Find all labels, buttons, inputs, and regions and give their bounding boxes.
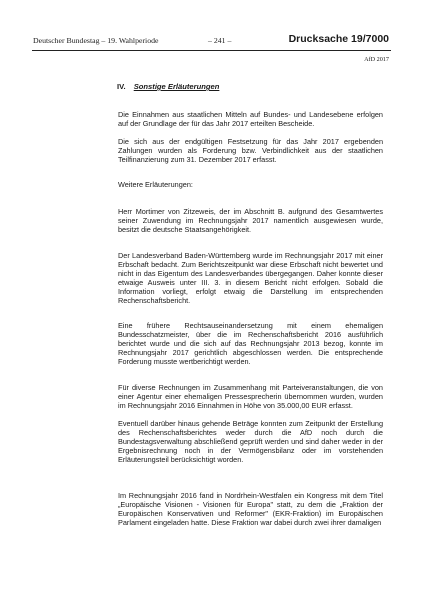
header-rule [32,50,391,51]
document-number: Drucksache 19/7000 [288,33,389,45]
paragraph-inheritance: Der Landesverband Baden-Württemberg wurde im Rechnungsjahr 2017 mit einer Erbschaft bedacht. Zum Berichtszeitpunkt war diese Erbschaft nicht bewertet und nicht in das Eigentum des Landesverbandes übergegangen. Daher konnte dieser etwaige Ausweis unter III. 3. in diesem Bericht nicht erfolgen. Sobald die Information vorliegt, erfolgt etwaig die Darstellung im entsprechenden Rechenschaftsbericht. [118,251,383,305]
party-label: AfD 2017 [364,56,389,63]
paragraph-agency-invoices: Für diverse Rechnungen im Zusammenhang mit Parteiveranstaltungen, die von einer Agentur einer ehemaligen Pressesprecherin übernommen wurden, wurden im Rechnungsjahr 2016 Einnahmen in Höhe von 35.000,00 EUR erfasst. [118,383,383,410]
paragraph-further-notes: Weitere Erläuterungen: [118,180,193,189]
paragraph-final-assessment: Die sich aus der endgültigen Festsetzung für das Jahr 2017 ergebenden Zahlungen wurden als Forderung bzw. Verbindlichkeit aus der staatlichen Teilfinanzierung zum 31. Dezember 2017 erfasst. [118,137,383,164]
paragraph-legal-dispute: Eine frühere Rechtsauseinandersetzung mit einem ehemaligen Bundesschatzmeister, über die im Rechenschaftsbericht 2016 ausführlich berichtet wurde und die sich auf das Rechnungsjahr 2013 bezog, konnte im Rechnungsjahr 2017 gerichtlich abgeschlossen werden. Die entsprechende Forderung musste wertberichtigt werden. [118,321,383,366]
paragraph-further-amounts: Eventuell darüber hinaus gehende Beträge konnten zum Zeitpunkt der Erstellung des Rechenschaftsberichtes weder durch die AfD noch durch die Bundestagsverwaltung abschließend geprüft werden und sind daher weder in der Ergebnisrechnung noch in der Vermögensbilanz oder im vorstehenden Erläuterungsteil berücksichtigt worden. [118,419,383,464]
paragraph-congress: Im Rechnungsjahr 2016 fand in Nordrhein-Westfalen ein Kongress mit dem Titel „Europäische Visionen - Visionen für Europa" statt, zu dem die „Fraktion der Europäischen Konservativen und Reformer" (EKR-Fraktion) im Europäischen Parlament eingeladen hatte. Diese Fraktion war dabei durch zwei ihrer damaligen [118,491,383,527]
header-left: Deutscher Bundestag – 19. Wahlperiode [33,36,159,45]
section-title: Sonstige Erläuterungen [133,82,220,91]
section-heading [117,82,219,91]
paragraph-income-sources: Die Einnahmen aus staatlichen Mitteln auf Bundes- und Landesebene erfolgen auf der Grundlage der für das Jahr 2017 erteilten Bescheide. [118,110,383,128]
section-number: IV. [117,82,126,91]
paragraph-donor-nationality: Herr Mortimer von Zitzeweis, der im Abschnitt B. aufgrund des Gesamtwertes seiner Zuwendung im Rechnungsjahr 2017 namentlich ausgewiesen wurde, besitzt die deutsche Staatsangehörigkeit. [118,207,383,234]
page-number: – 241 – [208,36,232,45]
